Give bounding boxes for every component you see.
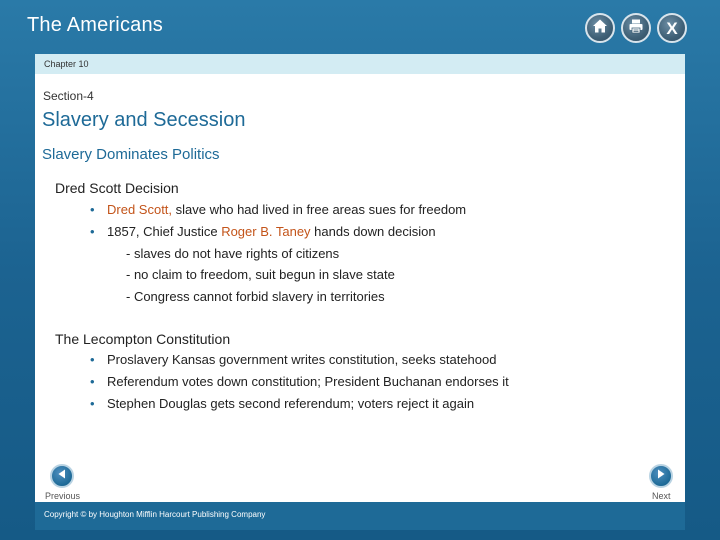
chapter-label: Chapter 10 <box>44 59 89 69</box>
footer-bar <box>35 502 685 530</box>
slide-subtitle: Slavery Dominates Politics <box>42 146 220 163</box>
sub-item: - Congress cannot forbid slavery in territories <box>126 289 385 304</box>
taney-highlight: Roger B. Taney <box>221 224 311 239</box>
lecompton-heading: The Lecompton Constitution <box>55 331 231 347</box>
chapter-bar <box>35 54 685 74</box>
previous-button[interactable] <box>50 464 74 488</box>
home-button[interactable] <box>585 13 615 43</box>
list-item-text: Proslavery Kansas government writes constitution, seeks statehood <box>107 352 497 367</box>
bullet: • <box>90 396 95 411</box>
app-title: The Americans <box>27 14 163 36</box>
next-button[interactable] <box>649 464 673 488</box>
home-icon <box>592 18 608 39</box>
close-icon: X <box>666 18 678 38</box>
print-button[interactable] <box>621 13 651 43</box>
list-item <box>90 374 509 389</box>
list-item-text: 1857, Chief Justice <box>107 224 222 239</box>
list-item-text: Referendum votes down constitution; President Buchanan endorses it <box>107 374 509 389</box>
bullet: • <box>90 374 95 389</box>
bullet: • <box>90 352 95 367</box>
dred-scott-highlight: Dred Scott, <box>107 202 173 217</box>
list-item <box>90 202 466 217</box>
list-item-text: Stephen Douglas gets second referendum; voters reject it again <box>107 396 475 411</box>
previous-label[interactable]: Previous <box>45 491 81 501</box>
print-icon <box>628 18 644 39</box>
list-item <box>90 352 496 367</box>
section-label: Section-4 <box>43 89 94 103</box>
list-item-text: slave who had lived in free areas sues for freedom <box>172 202 467 217</box>
sub-item: - slaves do not have rights of citizens <box>126 246 340 261</box>
dred-scott-heading: Dred Scott Decision <box>55 180 179 196</box>
close-button[interactable] <box>657 13 687 43</box>
slide-content <box>35 54 685 502</box>
slide-title: Slavery and Secession <box>42 109 246 131</box>
list-item <box>90 396 474 411</box>
bullet: • <box>90 202 95 217</box>
arrow-right-icon <box>655 467 667 485</box>
copyright-text: Copyright © by Houghton Mifflin Harcourt Publishing Company <box>44 510 266 519</box>
next-label[interactable]: Next <box>652 491 671 501</box>
list-item <box>90 224 436 239</box>
bullet: • <box>90 224 95 239</box>
list-item-text: hands down decision <box>310 224 436 239</box>
sub-item: - no claim to freedom, suit begun in slave state <box>126 267 395 282</box>
arrow-left-icon <box>56 467 68 485</box>
